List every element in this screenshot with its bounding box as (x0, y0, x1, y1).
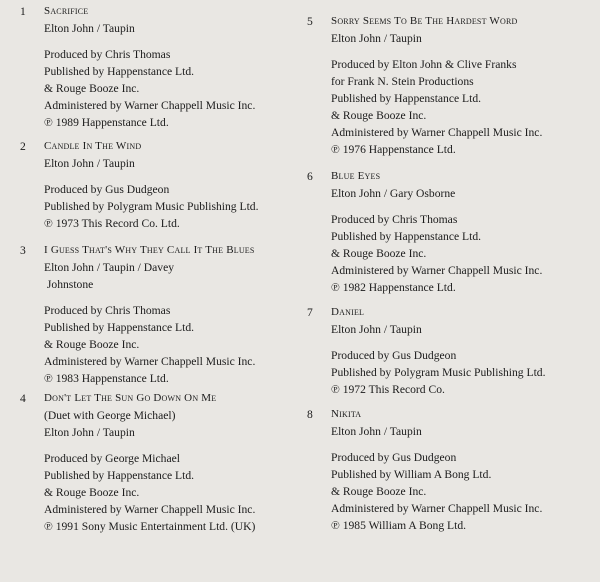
credit-line: for Frank N. Stein Productions (331, 75, 474, 88)
track-title: Sacrifice (44, 5, 89, 17)
credit-line: ℗ 1985 William A Bong Ltd. (331, 519, 467, 532)
credit-line: Administered by Warner Chappell Music Inc. (44, 99, 256, 112)
credit-line: Administered by Warner Chappell Music Inc. (44, 355, 256, 368)
writer-line: Elton John / Taupin (44, 157, 135, 170)
track-title: Blue Eyes (331, 170, 381, 182)
writer-line: Elton John / Gary Osborne (331, 187, 456, 200)
track-number: 1 (20, 5, 26, 18)
track-title: Nikita (331, 408, 362, 420)
track-7 (307, 304, 546, 398)
credit-line: Published by Polygram Music Publishing Ltd. (331, 366, 546, 379)
credit-line: ℗ 1973 This Record Co. Ltd. (44, 217, 180, 230)
credit-line: Published by Happenstance Ltd. (44, 65, 195, 78)
writer-line: Elton John / Taupin (331, 32, 422, 45)
writer-line: Elton John / Taupin / Davey (44, 261, 175, 274)
credit-line: Produced by Elton John & Clive Franks (331, 58, 517, 71)
track-number: 8 (307, 408, 313, 421)
credit-line: & Rouge Booze Inc. (331, 485, 427, 498)
track-number: 6 (307, 170, 313, 183)
credit-line: Produced by Gus Dudgeon (44, 183, 170, 196)
track-8 (307, 406, 543, 534)
track-title: I Guess That's Why They Call It The Blues (44, 244, 255, 256)
credit-line: Published by William A Bong Ltd. (331, 468, 492, 481)
track-number: 2 (20, 140, 26, 153)
track-title: Daniel (331, 306, 365, 318)
credit-line: Administered by Warner Chappell Music Inc. (331, 502, 543, 515)
credit-line: Published by Happenstance Ltd. (331, 92, 482, 105)
track-title: Candle In The Wind (44, 140, 142, 152)
credit-line: & Rouge Booze Inc. (331, 109, 427, 122)
credit-line: ℗ 1982 Happenstance Ltd. (331, 281, 456, 294)
credit-line: Produced by George Michael (44, 452, 180, 465)
credit-line: Published by Polygram Music Publishing Ltd. (44, 200, 259, 213)
writer-line: Elton John / Taupin (331, 323, 422, 336)
track-number: 4 (20, 392, 26, 405)
credit-line: ℗ 1972 This Record Co. (331, 383, 445, 396)
credit-line: Produced by Chris Thomas (44, 304, 171, 317)
credit-line: & Rouge Booze Inc. (44, 82, 140, 95)
credit-line: ℗ 1989 Happenstance Ltd. (44, 116, 169, 129)
credit-line: Administered by Warner Chappell Music Inc. (331, 264, 543, 277)
writer-line: Elton John / Taupin (331, 425, 422, 438)
credit-line: Administered by Warner Chappell Music Inc. (331, 126, 543, 139)
track-4 (20, 390, 256, 535)
credit-line: Administered by Warner Chappell Music Inc. (44, 503, 256, 516)
credit-line: & Rouge Booze Inc. (44, 338, 140, 351)
credit-line: & Rouge Booze Inc. (331, 247, 427, 260)
credit-line: & Rouge Booze Inc. (44, 486, 140, 499)
credit-line: Produced by Chris Thomas (44, 48, 171, 61)
track-6 (307, 168, 543, 296)
credit-line: ℗ 1991 Sony Music Entertainment Ltd. (UK) (44, 520, 256, 533)
track-title: Don't Let The Sun Go Down On Me (44, 392, 217, 404)
credit-line: Produced by Chris Thomas (331, 213, 458, 226)
track-number: 3 (20, 244, 26, 257)
track-5 (307, 13, 543, 158)
credit-line: Published by Happenstance Ltd. (44, 321, 195, 334)
credit-line: ℗ 1983 Happenstance Ltd. (44, 372, 169, 385)
credit-line: Produced by Gus Dudgeon (331, 451, 457, 464)
credit-line: Published by Happenstance Ltd. (44, 469, 195, 482)
credit-line: ℗ 1976 Happenstance Ltd. (331, 143, 456, 156)
track-2 (20, 138, 259, 232)
track-3 (20, 242, 256, 387)
track-number: 7 (307, 306, 313, 319)
writer-line: Johnstone (44, 278, 94, 291)
writer-line: Elton John / Taupin (44, 22, 135, 35)
track-number: 5 (307, 15, 313, 28)
track-1 (20, 3, 256, 131)
writer-line: Elton John / Taupin (44, 426, 135, 439)
credit-line: Published by Happenstance Ltd. (331, 230, 482, 243)
writer-line: (Duet with George Michael) (44, 409, 176, 422)
credit-line: Produced by Gus Dudgeon (331, 349, 457, 362)
track-title: Sorry Seems To Be The Hardest Word (331, 15, 518, 27)
